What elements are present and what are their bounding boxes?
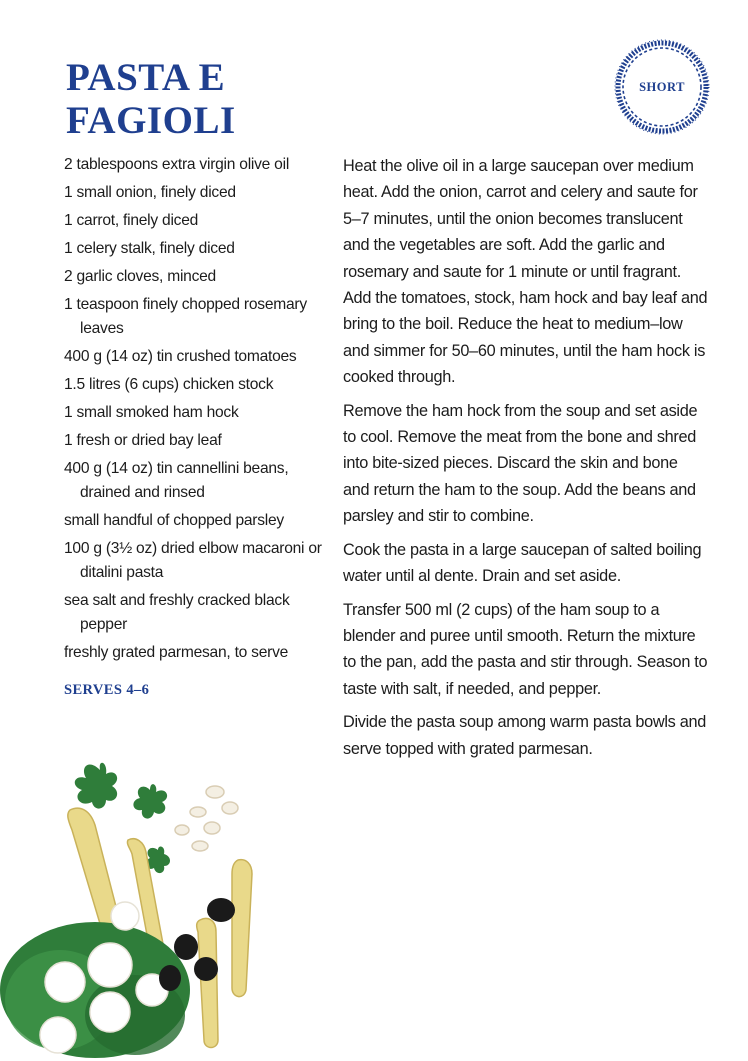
ingredient-item: freshly grated parmesan, to serve xyxy=(64,644,289,661)
ingredient-item: sea salt and freshly cracked black pepper xyxy=(64,592,290,633)
serves-label: SERVES 4–6 xyxy=(64,682,150,698)
method-step: Transfer 500 ml (2 cups) of the ham soup to a blender and puree until smooth. Return the mixture to the pan, add the pasta and stir through. Season to taste with salt, if needed, and pepper. xyxy=(343,600,708,698)
ingredient-list xyxy=(64,153,326,669)
ingredient-item: 1 teaspoon finely chopped rosemary leaves xyxy=(64,296,307,337)
food-illustration xyxy=(0,750,300,1061)
ingredient-item: 1 celery stalk, finely diced xyxy=(64,240,235,257)
ingredient-item: 1 small onion, finely diced xyxy=(64,184,236,201)
method-step: Divide the pasta soup among warm pasta bowls and serve topped with grated parmesan. xyxy=(343,713,706,758)
method-steps xyxy=(343,153,708,769)
bean-icon xyxy=(175,786,238,851)
method-step: Cook the pasta in a large saucepan of salted boiling water until al dente. Drain and set aside. xyxy=(343,540,702,586)
title-line-2: FAGIOLI xyxy=(66,99,236,142)
ingredient-item: 2 tablespoons extra virgin olive oil xyxy=(64,156,290,173)
recipe-title xyxy=(66,56,236,142)
method-step: Remove the ham hock from the soup and set aside to cool. Remove the meat from the bone and shred into bite-sized pieces. Discard the skin and bone and return the ham to the soup. Add the beans and parsley and stir to combine. xyxy=(343,401,698,526)
ingredient-item: 1 carrot, finely diced xyxy=(64,212,199,229)
ingredient-item: small handful of chopped parsley xyxy=(64,512,284,529)
ingredient-item: 1.5 litres (6 cups) chicken stock xyxy=(64,376,274,393)
ingredient-item: 2 garlic cloves, minced xyxy=(64,268,216,285)
ingredient-item: 400 g (14 oz) tin cannellini beans, drained and rinsed xyxy=(64,460,289,501)
badge-label: SHORT xyxy=(639,79,685,94)
ingredient-item: 1 fresh or dried bay leaf xyxy=(64,432,222,449)
ingredient-item: 100 g (3½ oz) dried elbow macaroni or ditalini pasta xyxy=(64,540,322,581)
olive-icon xyxy=(159,898,235,991)
method-step: Heat the olive oil in a large saucepan over medium heat. Add the onion, carrot and celery and saute for 5–7 minutes, until the onion becomes translucent and the vegetables are soft. Add the garlic and rosemary and saute for 1 minute or until fragrant. Add the tomatoes, stock, ham hock and bay leaf and bring to the boil. Reduce the heat to medium–low and simmer for 50–60 minutes, until the ham hock is cooked through. xyxy=(343,157,708,387)
ingredient-item: 400 g (14 oz) tin crushed tomatoes xyxy=(64,348,297,365)
short-badge xyxy=(613,38,711,136)
title-line-1: PASTA E xyxy=(66,56,226,99)
ingredient-item: 1 small smoked ham hock xyxy=(64,404,239,421)
